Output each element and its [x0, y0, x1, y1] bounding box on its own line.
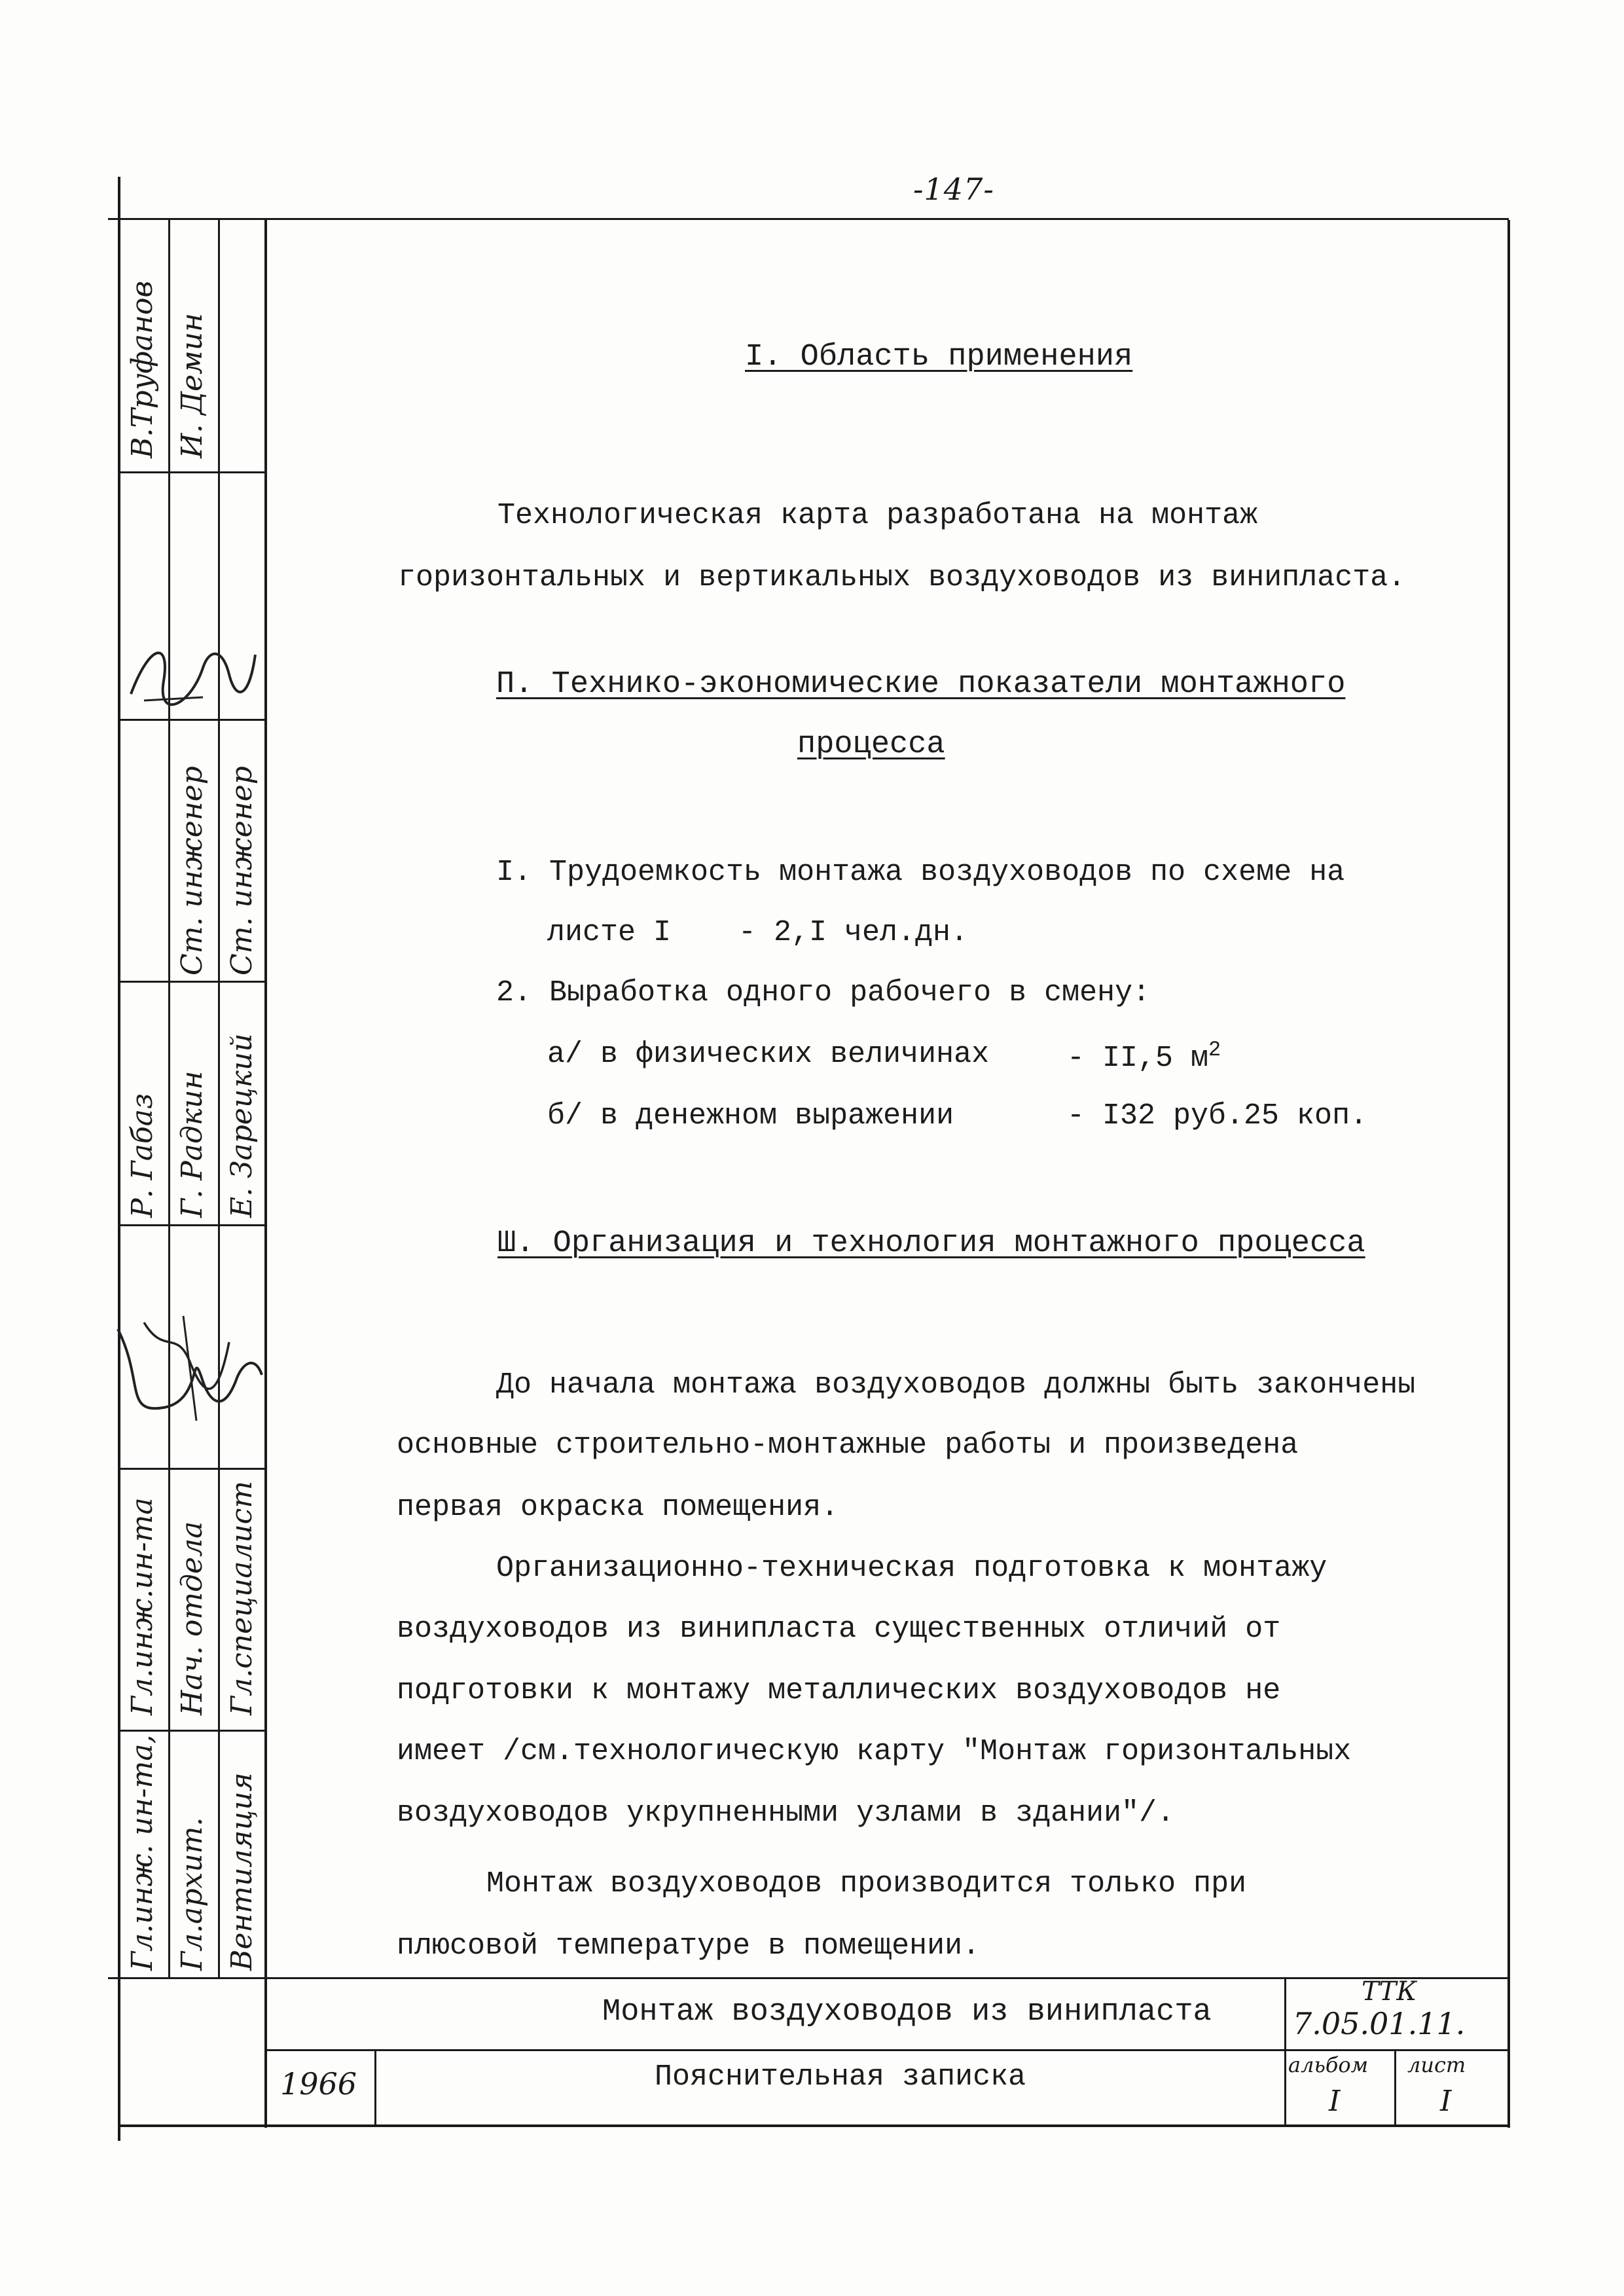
- section-3-text-line-1: До начала монтажа воздуховодов должны быть закончены: [496, 1368, 1416, 1402]
- signature-2-icon: [105, 1303, 268, 1434]
- title-block-sheet-label: лист: [1407, 2052, 1466, 2077]
- stamp-col1-position-2: Гл.инж. ин-та,: [126, 1734, 159, 1971]
- stamp-col3-position-1: Ст. инженер: [225, 766, 259, 975]
- side-stamp-col-line-2: [218, 220, 220, 1978]
- section-3-text-line-6: подготовки к монтажу металлических воздуховодов не: [397, 1674, 1281, 1707]
- title-block-doc-code-line-1: ТТК: [1362, 1977, 1417, 2007]
- title-block-year: 1966: [280, 2066, 357, 2102]
- title-block-code-divider: [1284, 1977, 1286, 2125]
- side-stamp-row-line-5: [119, 1468, 266, 1470]
- stamp-col3-name-1: Е. Зарецкий: [225, 1033, 259, 1218]
- title-block-album-divider: [1394, 2051, 1396, 2125]
- stamp-col1-name-2: Р. Габаз: [126, 1093, 159, 1218]
- item-2a-label: а/ в физических величинах: [547, 1038, 990, 1071]
- page-number: -147-: [913, 172, 994, 207]
- section-1-title: I. Область применения: [745, 340, 1133, 374]
- section-3-title: Ш. Организация и технология монтажного процесса: [497, 1226, 1365, 1261]
- section-3-text-line-7: имеет /см.технологическую карту "Монтаж горизонтальных: [397, 1735, 1352, 1768]
- title-block-album-value: I: [1329, 2085, 1341, 2118]
- item-2b-value: - I32 руб.25 коп.: [1067, 1099, 1368, 1133]
- section-1-text-line-1: Технологическая карта разработана на монтаж: [497, 499, 1258, 532]
- title-block-main-title: Монтаж воздуховодов из винипласта: [602, 1995, 1212, 2030]
- item-1-value: - 2,I чел.дн.: [738, 916, 969, 949]
- item-2a-value: - II,5 $м^2$: [1067, 1038, 1221, 1075]
- section-3-text-line-3: первая окраска помещения.: [397, 1491, 839, 1524]
- section-1-text-line-2: горизонтальных и вертикальных воздуховодов из винипласта.: [398, 561, 1406, 594]
- item-1-line-2: листе I: [547, 916, 672, 949]
- stamp-col2-position-2: Нач. отдела: [175, 1521, 209, 1715]
- title-block-sheet-value: I: [1440, 2085, 1452, 2118]
- title-block-subtitle: Пояснительная записка: [655, 2060, 1026, 2094]
- side-stamp-row-line-6: [119, 1730, 266, 1732]
- section-2-title-line-2: процесса: [797, 727, 945, 762]
- item-1-line-1: I. Трудоемкость монтажа воздуховодов по схеме на: [496, 856, 1345, 889]
- title-block-middle-line: [266, 2049, 1510, 2051]
- stamp-col2-name-2: Г. Радкин: [175, 1070, 209, 1218]
- section-3-text-line-10: плюсовой температуре в помещении.: [397, 1929, 981, 1963]
- stamp-col1-name-1: В.Труфанов: [126, 280, 159, 458]
- stamp-col2-position-1: Ст. инженер: [175, 766, 209, 975]
- stamp-col3-position-3: Вентиляция: [225, 1772, 259, 1971]
- side-stamp-row-line-3: [119, 981, 266, 983]
- title-block-year-divider: [374, 2051, 376, 2125]
- title-block-album-label: альбом: [1288, 2052, 1369, 2077]
- stamp-col3-position-2: Гл.специалист: [225, 1480, 259, 1715]
- stamp-col2-name-1: И. Демин: [175, 313, 209, 458]
- signature-1-icon: [124, 629, 262, 714]
- side-stamp-row-line-4: [119, 1224, 266, 1226]
- top-frame-line: [108, 218, 1509, 220]
- side-stamp-row-line-7: [108, 1977, 266, 1979]
- side-stamp-row-line-2: [119, 719, 266, 721]
- title-block-doc-code-line-2: 7.05.01.11.: [1293, 2006, 1466, 2041]
- section-3-text-line-2: основные строительно-монтажные работы и произведена: [397, 1429, 1299, 1462]
- section-3-text-line-8: воздуховодов укрупненными узлами в здании"/.: [397, 1796, 1175, 1830]
- main-frame-left-line: [264, 220, 267, 2128]
- section-3-text-line-5: воздуховодов из винипласта существенных отличий от: [397, 1613, 1281, 1646]
- item-2b-label: б/ в денежном выражении: [547, 1099, 954, 1133]
- side-stamp-col-line-1: [168, 220, 170, 1978]
- section-3-text-line-9: Монтаж воздуховодов производится только при: [486, 1867, 1247, 1901]
- stamp-col1-position-1: Гл.инж.ин-та: [126, 1497, 159, 1715]
- bottom-frame-line: [119, 2124, 1510, 2127]
- main-frame-right-line: [1507, 220, 1510, 2128]
- item-2-line: 2. Выработка одного рабочего в смену:: [496, 976, 1151, 1010]
- side-stamp-row-line-1: [119, 471, 266, 473]
- section-3-text-line-4: Организационно-техническая подготовка к монтажу: [496, 1552, 1327, 1585]
- title-block-top-line: [266, 1977, 1510, 1979]
- section-2-title-line-1: П. Технико-экономические показатели монтажного: [496, 667, 1346, 702]
- stamp-col2-position-3: Гл.архит.: [175, 1817, 209, 1971]
